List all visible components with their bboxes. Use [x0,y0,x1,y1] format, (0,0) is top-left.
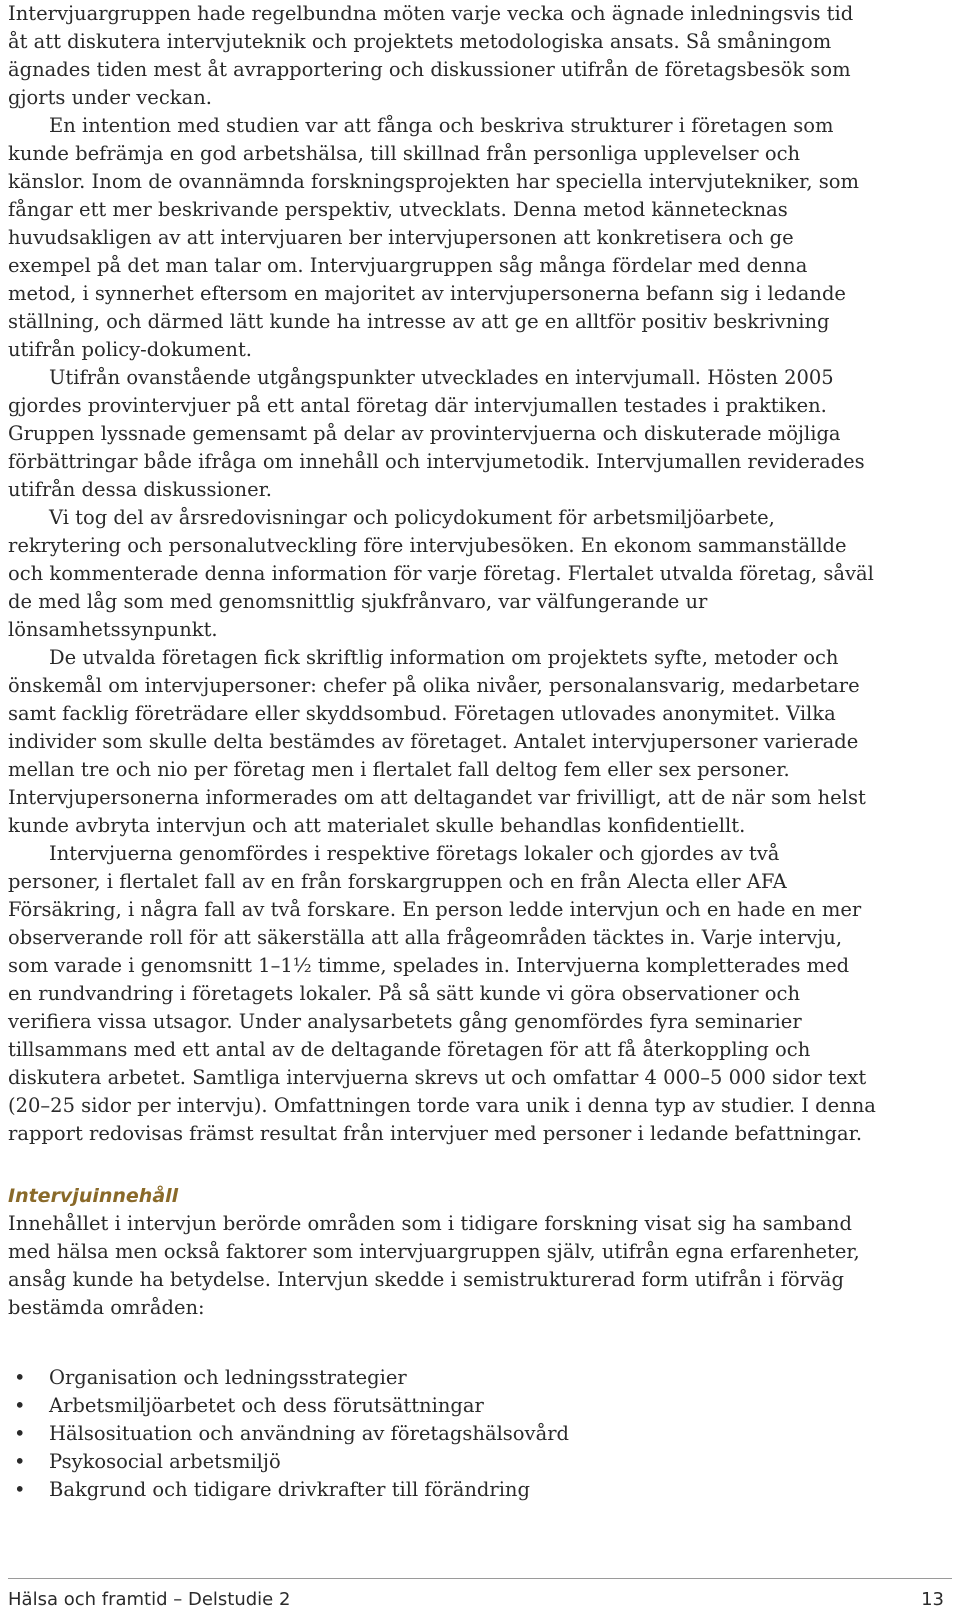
footer-title: Hälsa och framtid – Delstudie 2 [8,1589,291,1610]
bullet-icon: • [14,1450,26,1473]
list-item-label: Arbetsmiljöarbetet och dess förutsättningar [49,1394,484,1417]
list-item [8,1448,878,1476]
list-item-label: Psykosocial arbetsmiljö [49,1450,281,1473]
bullet-icon: • [14,1478,26,1501]
list-item-label: Organisation och ledningsstrategier [49,1366,407,1389]
list-item [8,1364,878,1392]
page-number: 13 [921,1589,944,1610]
bullet-icon: • [14,1394,26,1417]
footer-divider [8,1578,952,1579]
bullet-icon: • [14,1366,26,1389]
section-intro: Innehållet i intervjun berörde områden som i tidigare forskning visat sig ha samband med hälsa men också faktorer som intervjuargruppen själv, utifrån egna erfarenheter, ansåg kunde ha betydelse. Intervjun skedde i semistrukturerad form utifrån i förväg bestämda områden: [8,1212,860,1319]
body-text [8,0,878,1504]
topic-list [8,1364,878,1504]
paragraph-interview-template: Utifrån ovanstående utgångspunkter utvecklades en intervjumall. Hösten 2005 gjordes provintervjuer på ett antal företag där intervjumallen testades i praktiken. Gruppen lyssnade gemensamt på delar av provintervjuerna och diskuterade möjliga förbättringar både ifråga om innehåll och intervjumetodik. Intervjumallen reviderades utifrån dessa diskussioner. [8,366,865,501]
paragraph-interview-procedure: Intervjuerna genomfördes i respektive företags lokaler och gjordes av två personer, i flertalet fall av en från forskargruppen och en från Alecta eller AFA Försäkring, i några fall av två forskare. En person ledde intervjun och en hade en mer observerande roll för att säkerställa att alla frågeområden täcktes in. Varje intervju, som varade i genomsnitt 1–1½ timme, spelades in. Intervjuerna kompletterades med en rundvandring i företagets lokaler. På så sätt kunde vi göra observationer och verifiera vissa utsagor. Under analysarbetets gång genomfördes fyra seminarier tillsammans med ett antal av de deltagande företagen för att få återkoppling och diskutera arbetet. Samtliga intervjuerna skrevs ut och omfattar 4 000–5 000 sidor text (20–25 sidor per intervju). Omfattningen torde vara unik i denna typ av studier. I denna rapport redovisas främst resultat från intervjuer med personer i ledande befattningar. [8,842,876,1145]
bullet-icon: • [14,1422,26,1445]
paragraph-intention: En intention med studien var att fånga och beskriva strukturer i företagen som kunde befrämja en god arbetshälsa, till skillnad från personliga upplevelser och känslor. Inom de ovannämnda forskningsprojekten har speciella intervjutekniker, som fångar ett mer beskrivande perspektiv, utvecklats. Denna metod kännetecknas huvudsakligen av att intervjuaren ber intervjupersonen att konkretisera och ge exempel på det man talar om. Intervjuargruppen såg många fördelar med denna metod, i synnerhet eftersom en majoritet av intervjupersonerna befann sig i ledande ställning, och därmed lätt kunde ha intresse av att ge en alltför positiv beskrivning utifrån policy-dokument. [8,114,859,361]
list-item-label: Hälsosituation och användning av företagshälsovård [49,1422,569,1445]
list-item [8,1476,878,1504]
paragraph-selected-companies: De utvalda företagen fick skriftlig information om projektets syfte, metoder och önskemål om intervjupersoner: chefer på olika nivåer, personalansvarig, medarbetare samt facklig företrädare eller skyddsombud. Företagen utlovades anonymitet. Vilka individer som skulle delta bestämdes av företaget. Antalet intervjupersoner varierade mellan tre och nio per företag men i flertalet fall deltog fem eller sex personer. Intervjupersonerna informerades om att deltagandet var frivilligt, att de när som helst kunde avbryta intervjun och att materialet skulle behandlas konfidentiellt. [8,646,866,837]
paragraph-annual-reports: Vi tog del av årsredovisningar och policydokument för arbetsmiljöarbete, rekrytering och personalutveckling före intervjubesöken. En ekonom sammanställde och kommenterade denna information för varje företag. Flertalet utvalda företag, såväl de med låg som med genomsnittlig sjukfrånvaro, var välfungerande ur lönsamhetssynpunkt. [8,506,874,641]
list-item-label: Bakgrund och tidigare drivkrafter till förändring [49,1478,530,1501]
list-item [8,1420,878,1448]
list-item [8,1392,878,1420]
document-page [8,0,878,1504]
paragraph-meetings: Intervjuargruppen hade regelbundna möten varje vecka och ägnade inledningsvis tid åt att diskutera intervjuteknik och projektets metodologiska ansats. Så småningom ägnades tiden mest åt avrapportering och diskussioner utifrån de företagsbesök som gjorts under veckan. [8,2,854,109]
section-heading: Intervjuinnehåll [8,1185,179,1207]
